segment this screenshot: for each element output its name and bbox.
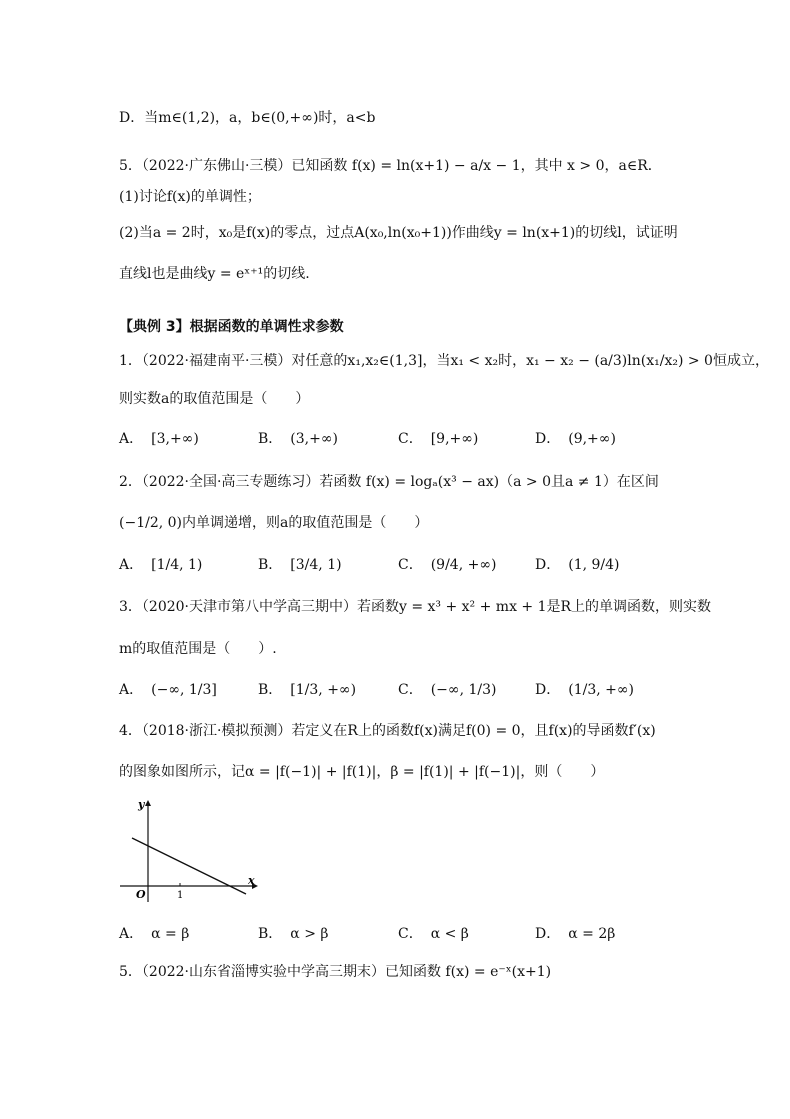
tick-label-1: 1	[177, 890, 184, 901]
q3-option-c[interactable]: C． (−∞, 1/3)	[398, 682, 497, 698]
x-label: x	[248, 874, 255, 887]
q3-line1: 3．（2020·天津市第八中学高三期中）若函数y = x³ + x² + mx + 1是R上的单调函数，则实数	[119, 599, 712, 615]
q3-options	[119, 681, 679, 709]
q4-option-d[interactable]: D． α = 2β	[535, 926, 616, 942]
problem-5-part2-line2: 直线l也是曲线y = eˣ⁺¹的切线.	[119, 266, 310, 282]
y-axis-arrow-icon	[145, 800, 151, 806]
q2-line2: (−1/2, 0)内单调递增，则a的取值范围是（ ）	[119, 515, 429, 531]
derivative-graph	[118, 798, 258, 904]
q4-line2: 的图象如图所示，记α = |f(−1)| + |f(1)|，β = |f(1)| + |f(−1)|，则（ ）	[119, 764, 605, 780]
section-heading: 【典例 3】根据函数的单调性求参数	[119, 319, 344, 335]
q3-option-d[interactable]: D． (1/3, +∞)	[535, 682, 634, 698]
problem-5-part2-line1: (2)当a = 2时，x₀是f(x)的零点，过点A(x₀,ln(x₀+1))作曲线y = ln(x+1)的切线l，试证明	[119, 225, 678, 241]
option-text: 当m∈(1,2)，a，b∈(0,+∞)时，a<b	[144, 110, 376, 126]
q2-option-c[interactable]: C． (9/4, +∞)	[398, 557, 497, 573]
q4-option-c[interactable]: C． α < β	[398, 926, 469, 942]
q4-options	[119, 925, 679, 953]
q3-line2: m的取值范围是（ ）.	[119, 641, 277, 657]
problem-5-title: 5．（2022·广东佛山·三模）已知函数 f(x) = ln(x+1) − a/x − 1，其中 x > 0，a∈R．	[119, 158, 662, 174]
q2-line1: 2．（2022·全国·高三专题练习）若函数 f(x) = logₐ(x³ − ax)（a > 0且a ≠ 1）在区间	[119, 474, 659, 490]
y-label: y	[138, 798, 145, 811]
q1-option-a[interactable]: A． [3,+∞)	[119, 431, 199, 447]
q1-line2: 则实数a的取值范围是（ ）	[119, 391, 310, 407]
q4-option-a[interactable]: A． α = β	[119, 926, 190, 942]
q3-option-b[interactable]: B． [1/3, +∞)	[258, 682, 357, 698]
top-option-d	[119, 109, 375, 127]
q4-line1: 4．（2018·浙江·模拟预测）若定义在R上的函数f(x)满足f(0) = 0，且f(x)的导函数f′(x)	[119, 723, 656, 739]
q2-options	[119, 556, 679, 584]
q1-line1: 1．（2022·福建南平·三模）对任意的x₁,x₂∈(1,3]，当x₁ < x₂时，x₁ − x₂ − (a/3)ln(x₁/x₂) > 0恒成立，	[119, 353, 769, 369]
problem-5-part1: (1)讨论f(x)的单调性；	[119, 189, 261, 205]
q2-option-b[interactable]: B． [3/4, 1)	[258, 557, 342, 573]
q1-options	[119, 430, 679, 458]
q1-option-c[interactable]: C． [9,+∞)	[398, 431, 479, 447]
q2-option-d[interactable]: D． (1, 9/4)	[535, 557, 620, 573]
origin-label: O	[136, 888, 146, 901]
q3-option-a[interactable]: A． (−∞, 1/3]	[119, 682, 217, 698]
q2-option-a[interactable]: A． [1/4, 1)	[119, 557, 203, 573]
option-label: D．	[119, 110, 145, 126]
q1-option-b[interactable]: B． (3,+∞)	[258, 431, 338, 447]
q4-option-b[interactable]: B． α > β	[258, 926, 329, 942]
q5-line1: 5．（2022·山东省淄博实验中学高三期末）已知函数 f(x) = e⁻ˣ(x+1)	[119, 964, 552, 980]
q1-option-d[interactable]: D． (9,+∞)	[535, 431, 616, 447]
